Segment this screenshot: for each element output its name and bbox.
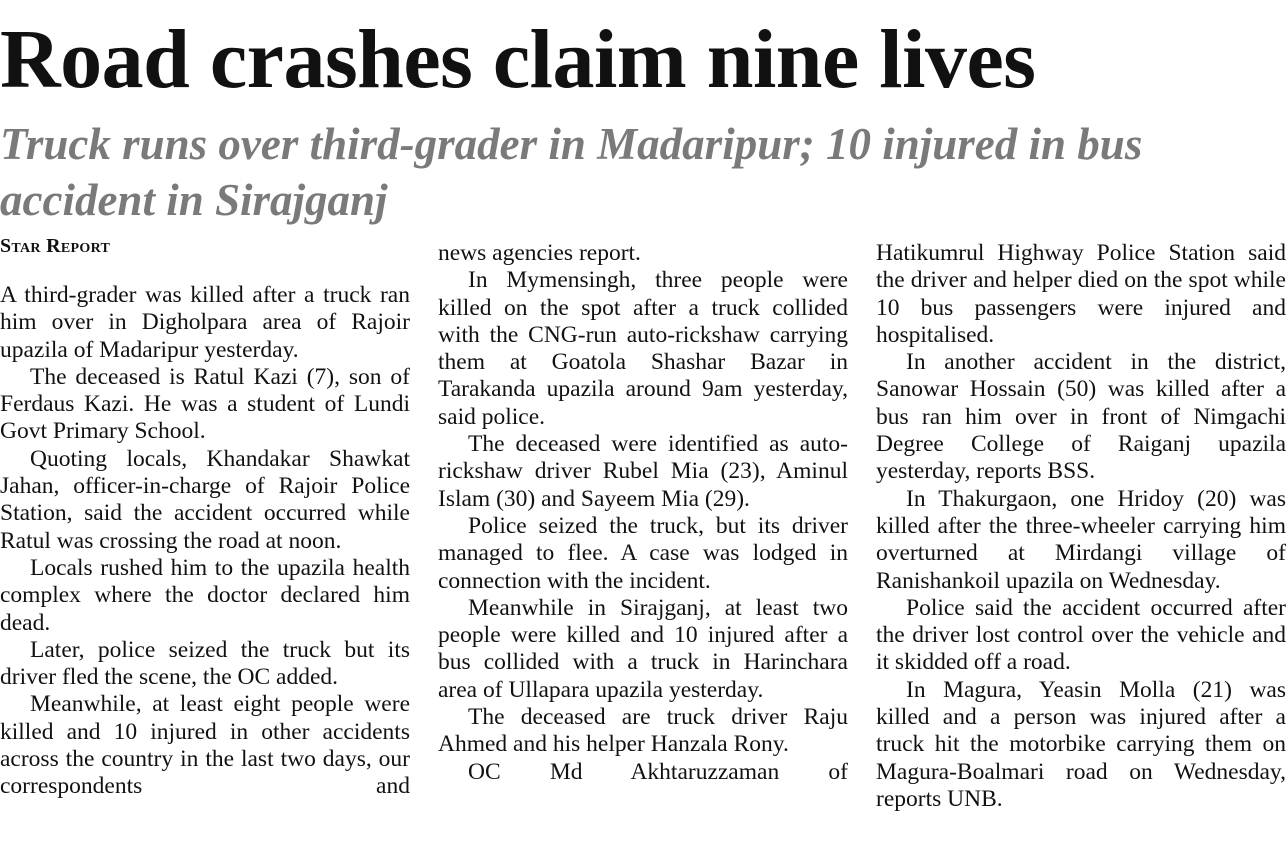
byline: Star Report [0,235,111,257]
paragraph: A third-grader was killed after a truck ran him over in Digholpara area of Rajoir upazila of Madaripur yesterday. [0,282,410,363]
paragraph: In Thakurgaon, one Hridoy (20) was killed after the three-wheeler carrying him overturned at Mirdangi village of Ranishankoil upazila on Wednesday. [876,485,1286,594]
paragraph: Later, police seized the truck but its driver fled the scene, the OC added. [0,636,410,691]
article-column-2 [438,240,848,786]
paragraph: Locals rushed him to the upazila health complex where the doctor declared him dead. [0,554,410,636]
paragraph: The deceased is Ratul Kazi (7), son of Ferdaus Kazi. He was a student of Lundi Govt Primary School. [0,363,410,445]
paragraph: Police said the accident occurred after the driver lost control over the vehicle and it skidded off a road. [876,594,1286,676]
paragraph: In Mymensingh, three people were killed on the spot after a truck collided with the CNG-run auto-rickshaw carrying them at Goatola Shashar Bazar in Tarakanda upazila around 9am yesterday, said police. [438,267,848,430]
paragraph: Hatikumrul Highway Police Station said the driver and helper died on the spot while 10 bus passengers were injured and hospitalised. [876,240,1286,348]
paragraph: news agencies report. [438,240,641,266]
article-column-1 [0,282,410,801]
headline: Road crashes claim nine lives [0,13,1036,106]
paragraph: In another accident in the district, Sanowar Hossain (50) was killed after a bus ran him over in front of Nimgachi Degree College of Raiganj upazila yesterday, reports BSS. [876,349,1286,485]
subheadline: Truck runs over third-grader in Madaripur; 10 injured in bus accident in Sirajganj [0,119,1143,225]
paragraph: The deceased are truck driver Raju Ahmed and his helper Hanzala Rony. [438,704,848,758]
paragraph: OC Md Akhtaruzzaman of [468,758,848,785]
article-column-3 [876,240,1286,813]
paragraph: The deceased were identified as auto-rickshaw driver Rubel Mia (23), Aminul Islam (30) and Sayeem Mia (29). [438,431,848,512]
paragraph: Meanwhile, at least eight people were killed and 10 injured in other accidents across the country in the last two days, our correspondents and [0,691,410,800]
paragraph: Meanwhile in Sirajganj, at least two people were killed and 10 injured after a bus collided with a truck in Harinchara area of Ullapara upazila yesterday. [438,594,848,703]
paragraph: Quoting locals, Khandakar Shawkat Jahan, officer-in-charge of Rajoir Police Station, said the accident occurred while Ratul was crossing the road at noon. [0,445,410,554]
paragraph: Police seized the truck, but its driver managed to flee. A case was lodged in connection with the incident. [438,512,848,594]
paragraph: In Magura, Yeasin Molla (21) was killed and a person was injured after a truck hit the motorbike carrying them on Magura-Boalmari road on Wednesday, reports UNB. [876,676,1286,812]
